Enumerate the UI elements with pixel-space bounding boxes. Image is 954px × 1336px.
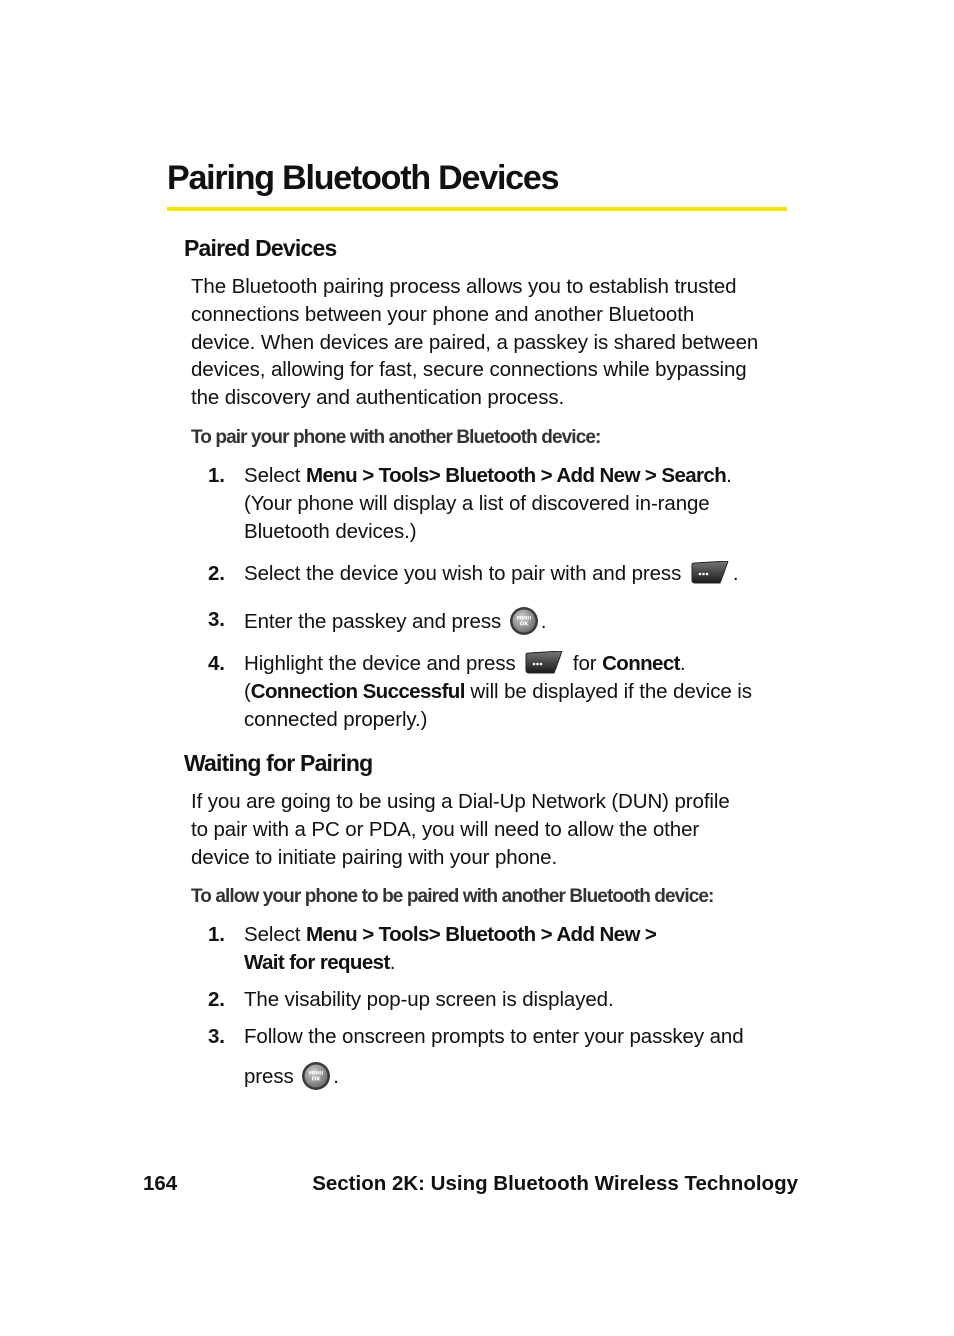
step-number: 3.: [208, 1025, 225, 1048]
step-text: for: [567, 652, 603, 675]
connect-label: Connect: [602, 652, 680, 675]
left-softkey-icon: [690, 561, 730, 585]
step-end: .: [732, 562, 739, 585]
step-text: Select the device you wish to pair with and press: [244, 562, 682, 585]
step-number: 1.: [208, 464, 225, 487]
menu-key-label: MENU: [308, 1071, 324, 1077]
step-number: 4.: [208, 652, 225, 675]
wait-step-2: [208, 986, 793, 1014]
paragraph-line: If you are going to be using a Dial-Up Network (DUN) profile: [191, 790, 730, 813]
menu-path: Menu > Tools> Bluetooth > Add New >: [305, 923, 657, 946]
page-number: 164: [143, 1172, 178, 1195]
menu-key-label: MENU: [516, 616, 532, 622]
step-end: .: [333, 1064, 339, 1088]
page-title: Pairing Bluetooth Devices: [167, 159, 559, 197]
paragraph-line: device to initiate pairing with your phone.: [191, 845, 558, 869]
wait-step-3: [208, 1023, 793, 1091]
paragraph-line: The Bluetooth pairing process allows you to establish trusted: [191, 275, 737, 298]
waiting-for-pairing-heading: Waiting for Pairing: [184, 750, 373, 776]
step-number: 2.: [208, 988, 225, 1011]
step-number: 2.: [208, 562, 225, 585]
ok-key-label: OK: [519, 621, 529, 628]
waiting-paragraph: [191, 788, 791, 871]
step-text: (Your phone will display a list of discovered in-range: [244, 491, 710, 515]
paired-devices-paragraph: [191, 273, 791, 412]
step-number: 3.: [208, 608, 225, 631]
step-text: press: [244, 1064, 294, 1088]
step-end: .: [679, 652, 686, 675]
paragraph-line: device. When devices are paired, a passkey is shared between: [191, 330, 759, 354]
right-softkey-icon: [524, 651, 564, 675]
paragraph-line: to pair with a PC or PDA, you will need to allow the other: [191, 817, 700, 841]
menu-ok-key-icon: [509, 606, 539, 636]
step-text: Select: [244, 464, 306, 487]
step-end: .: [389, 950, 396, 974]
pair-step-4: [208, 650, 793, 733]
menu-path: Menu > Tools> Bluetooth > Add New > Search: [305, 464, 727, 487]
pair-step-1: [208, 462, 793, 545]
paragraph-line: the discovery and authentication process.: [191, 386, 565, 410]
menu-path-end: Wait for request: [244, 950, 390, 974]
ok-key-label: OK: [311, 1076, 321, 1083]
pair-step-2: [208, 560, 793, 588]
step-text: will be displayed if the device is: [464, 679, 752, 703]
pair-step-3: [208, 606, 793, 636]
section-title: Section 2K: Using Bluetooth Wireless Technology: [312, 1172, 798, 1195]
allow-procedure-title: To allow your phone to be paired with another Bluetooth device:: [191, 886, 714, 907]
step-text: Follow the onscreen prompts to enter your passkey and: [244, 1025, 744, 1048]
step-text: Highlight the device and press: [244, 652, 516, 675]
wait-step-1: [208, 921, 793, 977]
step-text: Enter the passkey and press: [244, 610, 502, 633]
step-text: Select: [244, 923, 306, 946]
menu-ok-key-icon: [301, 1061, 331, 1091]
step-text: The visability pop-up screen is displayed.: [244, 988, 614, 1011]
step-text: Bluetooth devices.): [244, 519, 417, 543]
paragraph-line: devices, allowing for fast, secure connections while bypassing: [191, 358, 747, 382]
step-number: 1.: [208, 923, 225, 946]
pair-procedure-title: To pair your phone with another Bluetooth device:: [191, 427, 601, 448]
paired-devices-heading: Paired Devices: [184, 235, 337, 261]
paragraph-line: connections between your phone and another Bluetooth: [191, 302, 695, 326]
open-paren: (: [244, 679, 251, 703]
step-text: connected properly.): [244, 707, 428, 731]
step-end: .: [540, 610, 547, 633]
step-end: .: [726, 464, 732, 487]
connection-successful-label: Connection Successful: [250, 679, 465, 703]
title-underline: [167, 207, 787, 211]
